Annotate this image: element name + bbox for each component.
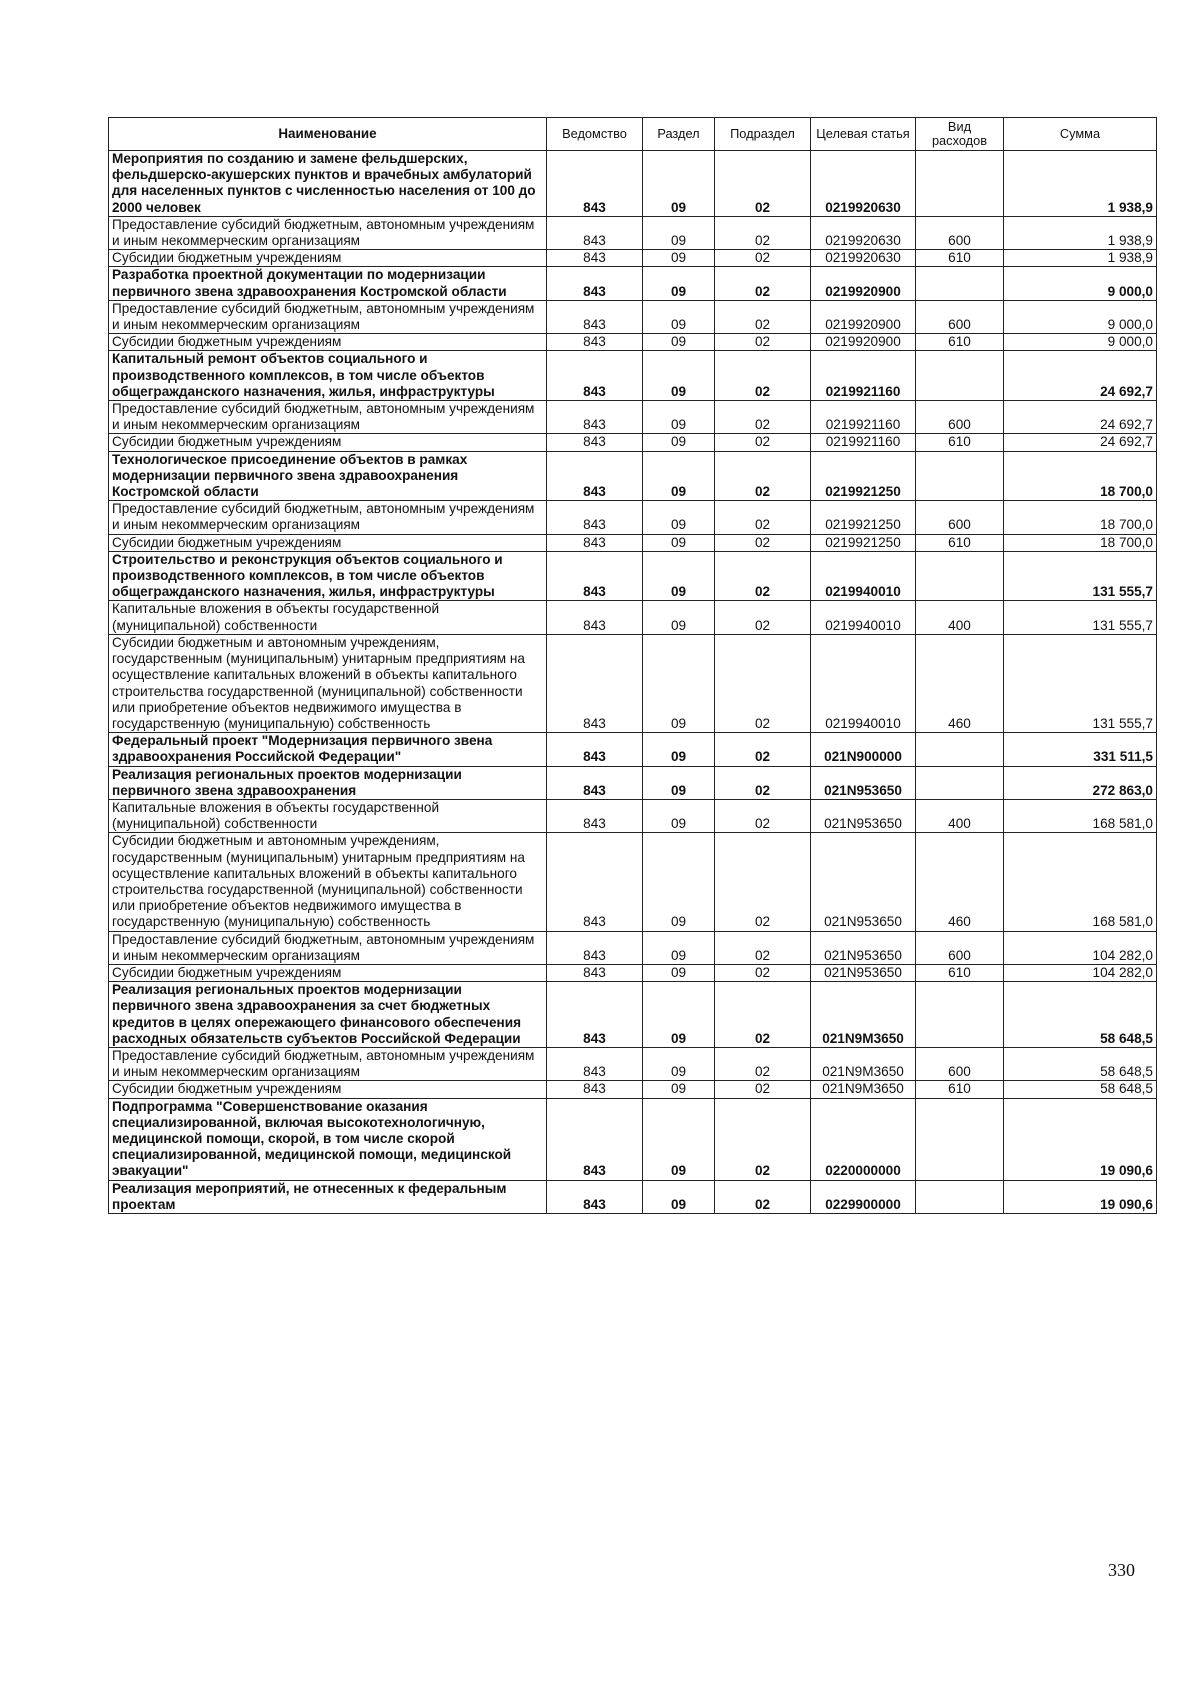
budget-table <box>108 117 1157 1214</box>
cell-name: Реализация региональных проектов модернизации первичного звена здравоохранения за счет бюджетных кредитов в целях опережающего финансового обеспечения расходных обязательств субъектов Российской Федерации <box>109 982 547 1048</box>
cell-dept: 843 <box>547 634 643 732</box>
cell-section: 09 <box>643 1180 715 1213</box>
cell-target: 021N953650 <box>811 964 916 981</box>
cell-name: Капитальный ремонт объектов социального и производственного комплексов, в том числе объектов общегражданского назначения, жилья, инфраструктуры <box>109 351 547 401</box>
cell-target: 021N9M3650 <box>811 982 916 1048</box>
cell-kind: 600 <box>916 1047 1004 1080</box>
cell-subsection: 02 <box>715 1047 811 1080</box>
cell-kind: 600 <box>916 300 1004 333</box>
cell-section: 09 <box>643 931 715 964</box>
table-row <box>109 401 1157 434</box>
cell-sum: 58 648,5 <box>1004 982 1157 1048</box>
cell-sum: 104 282,0 <box>1004 931 1157 964</box>
cell-dept: 843 <box>547 799 643 832</box>
cell-name: Предоставление субсидий бюджетным, автономным учреждениям и иным некоммерческим организациям <box>109 401 547 434</box>
cell-name: Предоставление субсидий бюджетным, автономным учреждениям и иным некоммерческим организациям <box>109 931 547 964</box>
cell-subsection: 02 <box>715 216 811 249</box>
cell-section: 09 <box>643 334 715 351</box>
cell-kind <box>916 551 1004 601</box>
cell-target: 0220000000 <box>811 1098 916 1180</box>
cell-section: 09 <box>643 982 715 1048</box>
table-row <box>109 766 1157 799</box>
cell-dept: 843 <box>547 551 643 601</box>
cell-sum: 18 700,0 <box>1004 501 1157 534</box>
cell-name: Субсидии бюджетным учреждениям <box>109 434 547 451</box>
cell-subsection: 02 <box>715 434 811 451</box>
cell-name: Технологическое присоединение объектов в рамках модернизации первичного звена здравоохранения Костромской области <box>109 451 547 501</box>
cell-name: Разработка проектной документации по модернизации первичного звена здравоохранения Костромской области <box>109 267 547 300</box>
cell-name: Субсидии бюджетным учреждениям <box>109 250 547 267</box>
cell-target: 0219940010 <box>811 551 916 601</box>
cell-target: 0219920630 <box>811 151 916 217</box>
table-row <box>109 334 1157 351</box>
cell-dept: 843 <box>547 351 643 401</box>
cell-dept: 843 <box>547 833 643 931</box>
cell-section: 09 <box>643 534 715 551</box>
cell-dept: 843 <box>547 501 643 534</box>
cell-target: 021N953650 <box>811 931 916 964</box>
cell-name: Предоставление субсидий бюджетным, автономным учреждениям и иным некоммерческим организациям <box>109 1047 547 1080</box>
cell-target: 0219920900 <box>811 334 916 351</box>
table-row <box>109 799 1157 832</box>
cell-subsection: 02 <box>715 833 811 931</box>
cell-kind <box>916 151 1004 217</box>
cell-sum: 1 938,9 <box>1004 250 1157 267</box>
cell-dept: 843 <box>547 216 643 249</box>
table-row <box>109 964 1157 981</box>
cell-kind: 610 <box>916 250 1004 267</box>
cell-sum: 19 090,6 <box>1004 1098 1157 1180</box>
cell-dept: 843 <box>547 766 643 799</box>
cell-kind <box>916 267 1004 300</box>
cell-name: Реализация мероприятий, не отнесенных к федеральным проектам <box>109 1180 547 1213</box>
cell-dept: 843 <box>547 434 643 451</box>
cell-name: Предоставление субсидий бюджетным, автономным учреждениям и иным некоммерческим организациям <box>109 501 547 534</box>
cell-kind: 610 <box>916 534 1004 551</box>
cell-target: 021N953650 <box>811 833 916 931</box>
cell-dept: 843 <box>547 1098 643 1180</box>
cell-target: 0219921160 <box>811 434 916 451</box>
cell-subsection: 02 <box>715 534 811 551</box>
cell-dept: 843 <box>547 151 643 217</box>
cell-kind: 600 <box>916 501 1004 534</box>
cell-section: 09 <box>643 250 715 267</box>
cell-subsection: 02 <box>715 451 811 501</box>
cell-subsection: 02 <box>715 501 811 534</box>
table-body <box>109 151 1157 1214</box>
cell-sum: 58 648,5 <box>1004 1047 1157 1080</box>
cell-section: 09 <box>643 551 715 601</box>
cell-kind <box>916 766 1004 799</box>
cell-section: 09 <box>643 216 715 249</box>
table-row <box>109 982 1157 1048</box>
cell-dept: 843 <box>547 334 643 351</box>
cell-name: Строительство и реконструкция объектов социального и производственного комплексов, в том числе объектов общегражданского назначения, жилья, инфраструктуры <box>109 551 547 601</box>
cell-target: 0219940010 <box>811 634 916 732</box>
cell-target: 0219921160 <box>811 351 916 401</box>
cell-subsection: 02 <box>715 634 811 732</box>
cell-target: 0219921250 <box>811 451 916 501</box>
table-row <box>109 451 1157 501</box>
cell-subsection: 02 <box>715 982 811 1048</box>
cell-name: Субсидии бюджетным учреждениям <box>109 334 547 351</box>
cell-section: 09 <box>643 267 715 300</box>
cell-section: 09 <box>643 451 715 501</box>
cell-subsection: 02 <box>715 267 811 300</box>
cell-sum: 58 648,5 <box>1004 1081 1157 1098</box>
cell-section: 09 <box>643 964 715 981</box>
cell-sum: 18 700,0 <box>1004 451 1157 501</box>
cell-dept: 843 <box>547 1081 643 1098</box>
cell-name: Субсидии бюджетным и автономным учреждениям, государственным (муниципальным) унитарным предприятиям на осуществление капитальных вложений в объекты капитального строительства государственной (муниципальной) собственности или приобретение объектов недвижимого имущества в государственную (муниципальную) собственность <box>109 833 547 931</box>
cell-dept: 843 <box>547 982 643 1048</box>
cell-kind <box>916 1098 1004 1180</box>
cell-sum: 9 000,0 <box>1004 267 1157 300</box>
cell-section: 09 <box>643 799 715 832</box>
page-number: 330 <box>1108 1560 1135 1580</box>
cell-sum: 19 090,6 <box>1004 1180 1157 1213</box>
cell-kind: 610 <box>916 1081 1004 1098</box>
cell-subsection: 02 <box>715 931 811 964</box>
cell-dept: 843 <box>547 601 643 634</box>
cell-sum: 168 581,0 <box>1004 833 1157 931</box>
cell-sum: 131 555,7 <box>1004 551 1157 601</box>
cell-kind <box>916 1180 1004 1213</box>
cell-target: 0219921160 <box>811 401 916 434</box>
cell-kind: 610 <box>916 434 1004 451</box>
cell-target: 021N9M3650 <box>811 1081 916 1098</box>
cell-name: Субсидии бюджетным и автономным учреждениям, государственным (муниципальным) унитарным предприятиям на осуществление капитальных вложений в объекты капитального строительства государственной (муниципальной) собственности или приобретение объектов недвижимого имущества в государственную (муниципальную) собственность <box>109 634 547 732</box>
cell-sum: 104 282,0 <box>1004 964 1157 981</box>
table-row <box>109 300 1157 333</box>
table-row <box>109 1047 1157 1080</box>
cell-sum: 1 938,9 <box>1004 151 1157 217</box>
cell-dept: 843 <box>547 451 643 501</box>
header-section: Раздел <box>643 118 715 151</box>
header-subsection: Подраздел <box>715 118 811 151</box>
cell-sum: 331 511,5 <box>1004 733 1157 766</box>
header-kind: Вид расходов <box>916 118 1004 151</box>
cell-dept: 843 <box>547 401 643 434</box>
cell-subsection: 02 <box>715 334 811 351</box>
cell-section: 09 <box>643 601 715 634</box>
cell-subsection: 02 <box>715 351 811 401</box>
cell-section: 09 <box>643 634 715 732</box>
table-row <box>109 250 1157 267</box>
cell-sum: 131 555,7 <box>1004 601 1157 634</box>
cell-section: 09 <box>643 733 715 766</box>
cell-sum: 272 863,0 <box>1004 766 1157 799</box>
cell-sum: 24 692,7 <box>1004 401 1157 434</box>
cell-section: 09 <box>643 833 715 931</box>
cell-section: 09 <box>643 351 715 401</box>
cell-kind: 400 <box>916 799 1004 832</box>
cell-section: 09 <box>643 1081 715 1098</box>
cell-kind: 600 <box>916 401 1004 434</box>
cell-section: 09 <box>643 401 715 434</box>
cell-target: 0219921250 <box>811 534 916 551</box>
table-row <box>109 733 1157 766</box>
table-row <box>109 151 1157 217</box>
cell-target: 021N9M3650 <box>811 1047 916 1080</box>
cell-kind: 610 <box>916 964 1004 981</box>
header-row <box>109 118 1157 151</box>
cell-kind: 400 <box>916 601 1004 634</box>
cell-subsection: 02 <box>715 250 811 267</box>
cell-dept: 843 <box>547 267 643 300</box>
header-target: Целевая статья <box>811 118 916 151</box>
header-sum: Сумма <box>1004 118 1157 151</box>
cell-kind <box>916 982 1004 1048</box>
cell-target: 021N953650 <box>811 799 916 832</box>
table-row <box>109 534 1157 551</box>
cell-sum: 9 000,0 <box>1004 300 1157 333</box>
cell-subsection: 02 <box>715 766 811 799</box>
cell-dept: 843 <box>547 1180 643 1213</box>
table-row <box>109 931 1157 964</box>
cell-sum: 18 700,0 <box>1004 534 1157 551</box>
cell-section: 09 <box>643 300 715 333</box>
cell-subsection: 02 <box>715 1081 811 1098</box>
cell-target: 0219940010 <box>811 601 916 634</box>
cell-section: 09 <box>643 1047 715 1080</box>
cell-kind: 460 <box>916 833 1004 931</box>
cell-sum: 168 581,0 <box>1004 799 1157 832</box>
cell-name: Субсидии бюджетным учреждениям <box>109 534 547 551</box>
cell-subsection: 02 <box>715 799 811 832</box>
cell-sum: 131 555,7 <box>1004 634 1157 732</box>
cell-target: 0219920900 <box>811 300 916 333</box>
cell-subsection: 02 <box>715 733 811 766</box>
cell-target: 0229900000 <box>811 1180 916 1213</box>
cell-dept: 843 <box>547 534 643 551</box>
cell-subsection: 02 <box>715 601 811 634</box>
cell-kind: 460 <box>916 634 1004 732</box>
cell-subsection: 02 <box>715 551 811 601</box>
table-row <box>109 267 1157 300</box>
table-row <box>109 1180 1157 1213</box>
cell-kind <box>916 351 1004 401</box>
cell-target: 0219920900 <box>811 267 916 300</box>
cell-name: Субсидии бюджетным учреждениям <box>109 1081 547 1098</box>
cell-kind <box>916 451 1004 501</box>
cell-section: 09 <box>643 1098 715 1180</box>
cell-subsection: 02 <box>715 300 811 333</box>
header-dept: Ведомство <box>547 118 643 151</box>
cell-name: Подпрограмма "Совершенствование оказания специализированной, включая высокотехнологичную, медицинской помощи, скорой, в том числе скорой специализированной, медицинской помощи, медицинской эвакуации" <box>109 1098 547 1180</box>
cell-name: Федеральный проект "Модернизация первичного звена здравоохранения Российской Федерации" <box>109 733 547 766</box>
cell-name: Предоставление субсидий бюджетным, автономным учреждениям и иным некоммерческим организациям <box>109 300 547 333</box>
table-row <box>109 601 1157 634</box>
cell-sum: 9 000,0 <box>1004 334 1157 351</box>
table-row <box>109 216 1157 249</box>
table-row <box>109 351 1157 401</box>
cell-subsection: 02 <box>715 401 811 434</box>
cell-target: 021N953650 <box>811 766 916 799</box>
cell-target: 0219921250 <box>811 501 916 534</box>
cell-kind <box>916 733 1004 766</box>
cell-target: 0219920630 <box>811 216 916 249</box>
table-row <box>109 1081 1157 1098</box>
cell-name: Субсидии бюджетным учреждениям <box>109 964 547 981</box>
cell-subsection: 02 <box>715 1098 811 1180</box>
cell-target: 0219920630 <box>811 250 916 267</box>
cell-dept: 843 <box>547 250 643 267</box>
cell-section: 09 <box>643 501 715 534</box>
cell-name: Предоставление субсидий бюджетным, автономным учреждениям и иным некоммерческим организациям <box>109 216 547 249</box>
cell-name: Мероприятия по созданию и замене фельдшерских, фельдшерско-акушерских пунктов и врачебных амбулаторий для населенных пунктов с численностью населения от 100 до 2000 человек <box>109 151 547 217</box>
cell-dept: 843 <box>547 1047 643 1080</box>
cell-dept: 843 <box>547 931 643 964</box>
cell-section: 09 <box>643 151 715 217</box>
cell-name: Реализация региональных проектов модернизации первичного звена здравоохранения <box>109 766 547 799</box>
cell-name: Капитальные вложения в объекты государственной (муниципальной) собственности <box>109 799 547 832</box>
table-row <box>109 551 1157 601</box>
cell-kind: 600 <box>916 931 1004 964</box>
cell-name: Капитальные вложения в объекты государственной (муниципальной) собственности <box>109 601 547 634</box>
cell-dept: 843 <box>547 964 643 981</box>
cell-dept: 843 <box>547 300 643 333</box>
table-row <box>109 434 1157 451</box>
cell-subsection: 02 <box>715 1180 811 1213</box>
cell-sum: 24 692,7 <box>1004 351 1157 401</box>
cell-section: 09 <box>643 766 715 799</box>
cell-target: 021N900000 <box>811 733 916 766</box>
cell-dept: 843 <box>547 733 643 766</box>
cell-kind: 610 <box>916 334 1004 351</box>
cell-section: 09 <box>643 434 715 451</box>
header-name: Наименование <box>109 118 547 151</box>
table-row <box>109 1098 1157 1180</box>
cell-sum: 24 692,7 <box>1004 434 1157 451</box>
cell-subsection: 02 <box>715 151 811 217</box>
cell-kind: 600 <box>916 216 1004 249</box>
cell-subsection: 02 <box>715 964 811 981</box>
cell-sum: 1 938,9 <box>1004 216 1157 249</box>
table-row <box>109 833 1157 931</box>
table-row <box>109 634 1157 732</box>
table-row <box>109 501 1157 534</box>
